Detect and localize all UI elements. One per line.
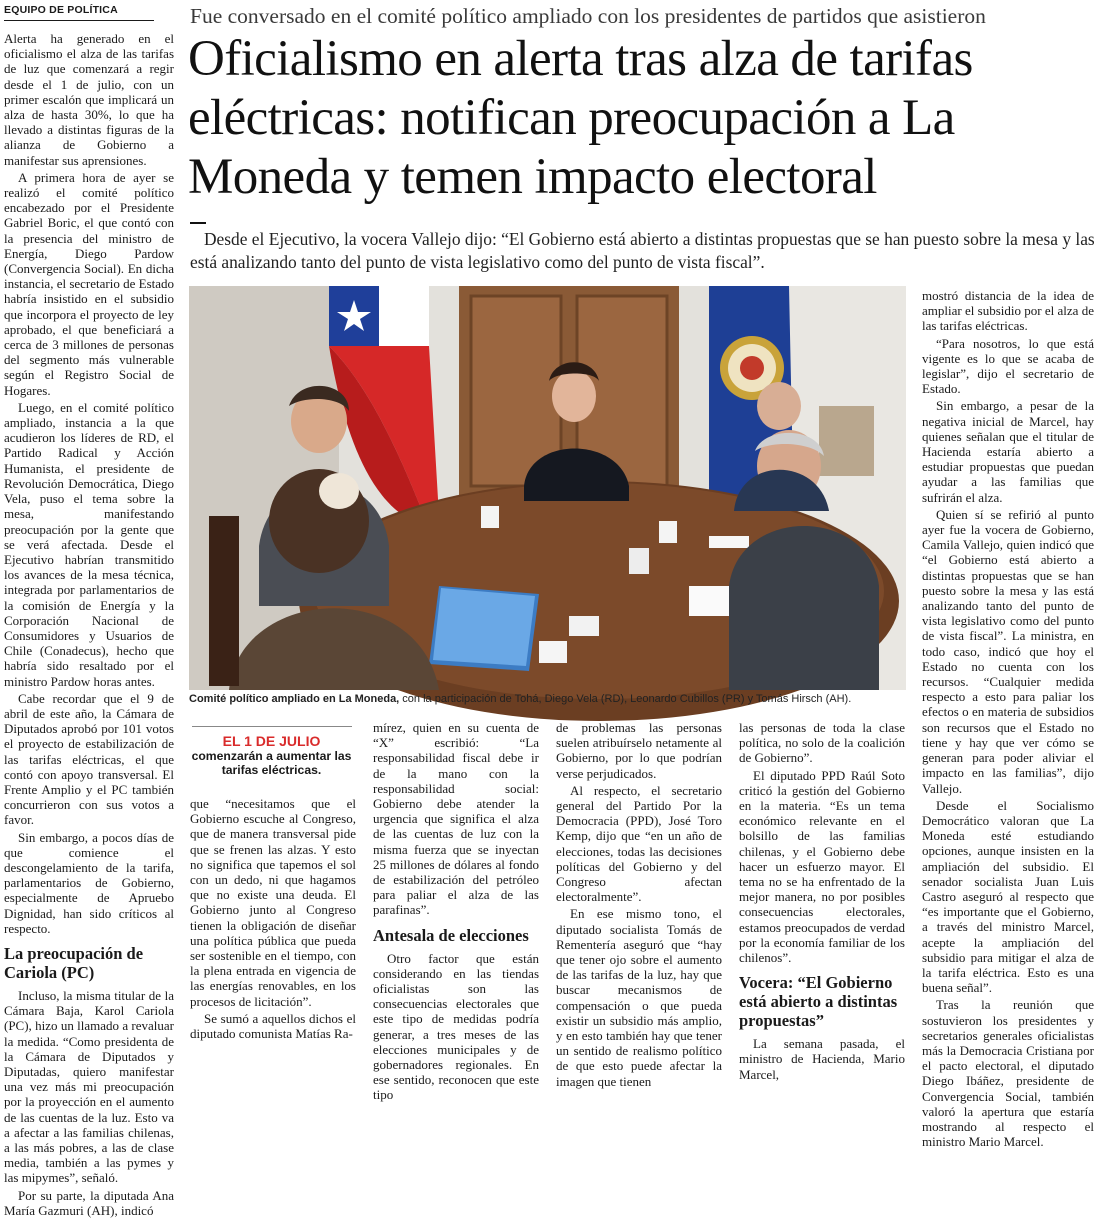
paragraph: mírez, quien en su cuenta de “X” escribió: “La responsabilidad fiscal debe ir de la mano con la responsabilidad social: Gobierno debe atender la urgencia que significa el alza de las cuentas de luz con la misma fuerza que se inyectan 25 millones de dólares al fondo de estabilización del petróleo para paliar el alza de las parafinas”.: [373, 720, 539, 918]
paragraph: En ese mismo tono, el diputado socialista Tomás de Rementería aseguró que “hay que tener ojo sobre el aumento de las tarifas de la luz, hay que buscar mecanismos de compensación o que pueda existir un subsidio más amplio, y en esto también hay que tener un sentido de realismo político de que esto puede afectar la imagen que tienen: [556, 906, 722, 1089]
callout-text: comenzarán a aumentar las tarifas eléctricas.: [191, 749, 352, 777]
paragraph: “Para nosotros, lo que está vigente es lo que se acaba de legislar”, dijo el secretario de Estado.: [922, 335, 1094, 397]
paragraph: mostró distancia de la idea de ampliar el subsidio por el alza de las tarifas eléctricas.: [922, 288, 1094, 334]
paragraph: Luego, en el comité político ampliado, instancia a la que acudieron los líderes de RD, el Partido Radical y Acción Humanista, el presidente de Revolución Democrática, Diego Vela, puso el tema sobre la mesa, manifestando preocupación por la gente que se verá afectada. Desde el Ejecutivo habrían transmitido los avances de la mesa técnica, integrada por parlamentarios de la comisión de Energía y la Corporación Nacional de Consumidores y Usuarios de Chile (Conadecus), hecho que habría sido resaltado por el ministro Pardow horas antes.: [4, 399, 174, 689]
paragraph: Se sumó a aquellos dichos el diputado comunista Matías Ra-: [190, 1010, 356, 1042]
paragraph: Por su parte, la diputada Ana María Gazmuri (AH), indicó: [4, 1187, 174, 1218]
paragraph: Quien sí se refirió al punto ayer fue la vocera de Gobierno, Camila Vallejo, quien indicó que “el Gobierno está abierto a distintas propuestas que se han puesto sobre la mesa y las está analizando tanto del punto de vista legislativo como del punto de vista fiscal”. La ministra, en todo caso, indicó que hoy el Estado no cuenta con los recursos. “Cualquier medida respecto a esto para paliar los efectos o en materia de subsidios son recursos que el Estado no tiene y hay que ver cómo se generan para poder aliviar el impacto en las familias”, dijo Vallejo.: [922, 506, 1094, 796]
paragraph: El diputado PPD Raúl Soto criticó la gestión del Gobierno en la materia. “Es un tema económico relevante en el bolsillo de las familias chilenas, y el Gobierno debe hacer un esfuerzo mayor. El tema no se ha enfrentado de la mejor manera, no por posibles consecuencias electorales, estamos preocupados de verdad por la economía familiar de los chilenos”.: [739, 767, 905, 966]
paragraph: de problemas las personas suelen atribuírselo netamente al Gobierno, por lo que podrían verse perjudicados.: [556, 720, 722, 781]
paragraph: Incluso, la misma titular de la Cámara Baja, Karol Cariola (PC), hizo un llamado a revaluar la medida. “Como presidenta de la Cámara de Diputados y Diputadas, quiero manifestar una vez más mi preocupación por la proyección en el aumento de las cuentas de la luz. Esto va a afectar a las familias chilenas, a las más pobres, a las de clase media, también a las pymes y las mipymes”, señaló.: [4, 987, 174, 1186]
meeting-photo: [189, 286, 906, 690]
meeting-illustration: [189, 286, 906, 690]
article-column-5: [739, 720, 905, 1084]
subheading: Vocera: “El Gobierno está abierto a distintas propuestas”: [739, 973, 898, 1031]
paragraph: Sin embargo, a pesar de la negativa inicial de Marcel, hay quienes señalan que el titular de Hacienda estaría abierto a estudiar propuestas que puedan ayudar a las familias que sufrirán el alza.: [922, 398, 1094, 505]
subheading: Antesala de elecciones: [373, 925, 529, 945]
caption-text: con la participación de Tohá, Diego Vela (RD), Leonardo Cubillos (PR) y Tomás Hirsch (AH).: [399, 693, 852, 705]
paragraph: Otro factor que están considerando en las tiendas oficialistas son las consecuencias electorales que este tipo de medidas podría generar, a tres meses de las elecciones municipales y de gobernadores regionales. En ese sentido, reconocen que este tipo: [373, 950, 539, 1103]
article-column-4: [556, 720, 722, 1091]
subheading: La preocupación de Cariola (PC): [4, 943, 144, 982]
callout-rule: [192, 726, 352, 727]
deck-rule: [190, 222, 206, 224]
paragraph: las personas de toda la clase política, no solo de la coalición de Gobierno”.: [739, 720, 905, 766]
paragraph: La semana pasada, el ministro de Hacienda, Mario Marcel,: [739, 1036, 905, 1082]
photo-caption: [189, 692, 909, 706]
paragraph: Alerta ha generado en el oficialismo el alza de las tarifas de luz que comenzará a regir desde el 1 de julio, con un primer escalón que implicará un alza de hasta 30%, lo que ha llevado a distintas figuras de la alianza de Gobierno a manifestar sus aprensiones.: [4, 31, 174, 168]
article-column-2: [190, 796, 356, 1043]
deck: Desde el Ejecutivo, la vocera Vallejo dijo: “El Gobierno está abierto a distintas propuestas que se han puesto sobre la mesa y las está analizando tanto del punto de vista legislativo como del punto de vista fiscal”.: [190, 229, 1095, 272]
paragraph: Al respecto, el secretario general del Partido Por la Democracia (PPD), José Toro Kemp, dijo que “en un año de elecciones, todas las decisiones políticas del Gobierno y del Congreso afectan electoralmente”.: [556, 782, 722, 905]
callout-highlight: EL 1 DE JULIO: [222, 733, 321, 749]
paragraph: Sin embargo, a pocos días de que comience el descongelamiento de la tarifa, parlamentarios de Gobierno, especialmente de Apruebo Dignidad, han sido críticos al respecto.: [4, 829, 174, 936]
paragraph: Desde el Socialismo Democrático valoran que La Moneda esté estudiando opciones, aunque insisten en la ampliación del subsidio. El senador socialista Juan Luis Castro aseguró al respecto que “es importante que el Gobierno, a través del ministro Marcel, acepte la ampliación del subsidio para mitigar el alza de la tarifa eléctrica. Esto es una buena señal”.: [922, 797, 1094, 996]
kicker: Fue conversado en el comité político ampliado con los presidentes de partidos que asistieron: [190, 4, 986, 28]
paragraph: A primera hora de ayer se realizó el comité político encabezado por el Presidente Gabriel Boric, el que contó con la presencia del ministro de Energía, Diego Pardow (Convergencia Social). En dicha instancia, el secretario de Estado habría insistido en el subsidio que incorpora el proyecto de ley aprobado, el que beneficiará a cerca de 3 millones de personas del segmento más vulnerable según el Registro Social de Hogares.: [4, 169, 175, 398]
caption-bold: Comité político ampliado en La Moneda,: [189, 693, 400, 705]
article-column-3: [373, 720, 539, 1105]
callout: [190, 726, 353, 777]
paragraph: que “necesitamos que el Gobierno escuche al Congreso, que de manera transversal pide que se frenen las alzas. Y esto no significa que tapemos el sol con un dedo, ni que hagamos que no existe una deuda. El Gobierno junto al Congreso tienen la obligación de diseñar una política pública que pueda ser sostenible en el tiempo, con la plena entrada en vigencia de las energías renovables, en los procesos de licitación”.: [190, 796, 356, 1009]
section-label: EQUIPO DE POLÍTICA: [4, 4, 154, 21]
article-column-6: [922, 288, 1094, 1151]
headline: Oficialismo en alerta tras alza de tarifas eléctricas: notifican preocupación a La Moneda y temen impacto electoral: [188, 31, 973, 205]
article-column-1: [4, 31, 174, 1220]
paragraph: Tras la reunión que sostuvieron los presidentes y secretarios generales oficialistas más la Democracia Cristiana por el pacto electoral, el diputado Diego Ibáñez, presidente de Convergencia Social, también valoró la apertura que estaría mostrando al respecto el ministro Mario Marcel.: [922, 997, 1094, 1150]
paragraph: Cabe recordar que el 9 de abril de este año, la Cámara de Diputados aprobó por 101 votos el proyecto de estabilización de las tarifas eléctricas, el que contó con apoyo transversal. El Frente Amplio y el PC también concurrieron con sus votos a favor.: [4, 690, 174, 828]
